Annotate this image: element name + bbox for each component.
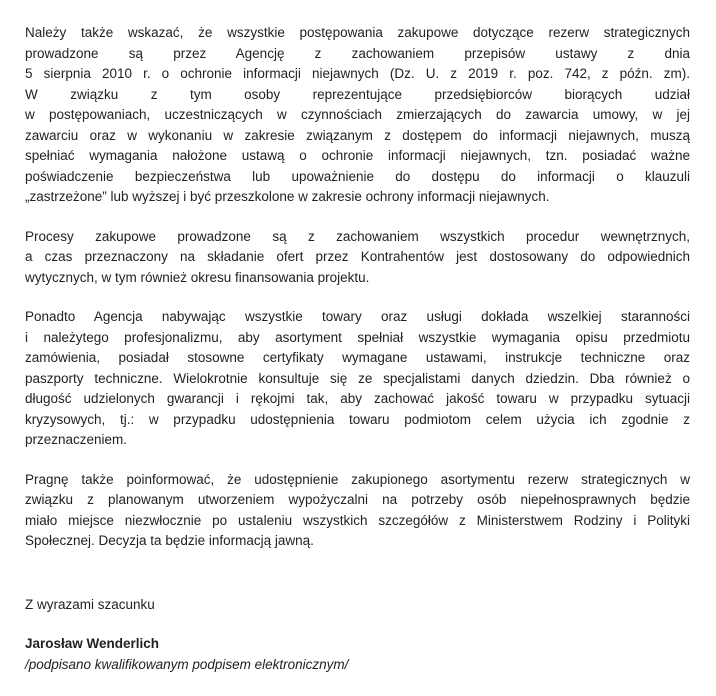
- text-line: spełniać wymagania nałożone ustawą o ochronie informacji niejawnych, tzn. posiadać ważne: [25, 148, 690, 163]
- text-line: a czas przeznaczony na składanie ofert przez Kontrahentów jest dostosowany do odpowiednich: [25, 249, 690, 264]
- text-line: przeznaczeniem.: [25, 432, 128, 447]
- text-line: długość udzielonych gwarancji i rękojmi tak, aby zachować jakość towaru w przypadku sytuacji: [25, 391, 690, 406]
- closing-salutation: Z wyrazami szacunku: [25, 596, 155, 612]
- text-line: i należytego profesjonalizmu, aby asortyment spełniał wszystkie wymagania opisu przedmiotu: [25, 329, 690, 345]
- signature-note: /podpisano kwalifikowanym podpisem elektronicznym/: [25, 656, 349, 672]
- text-line: Pragnę także poinformować, że udostępnienie zakupionego asortymentu rezerw strategicznych w: [25, 471, 690, 487]
- text-line: w postępowaniach, uczestniczących w czynnościach zmierzających do zawarcia umowy, w jej: [25, 107, 690, 122]
- text-line: prowadzone są przez Agencję z zachowaniem przepisów ustawy z dnia: [25, 45, 690, 61]
- text-line: kryzysowych, tj.: w przypadku udostępnienia towaru podmiotom celem użycia ich zgodnie z: [25, 411, 690, 427]
- text-line: Ponadto Agencja nabywając wszystkie towary oraz usługi dokłada wszelkiej staranności: [25, 309, 690, 324]
- document-body: [25, 23, 690, 552]
- signature-block: [25, 634, 690, 675]
- text-line: paszporty techniczne. Wielokrotnie konsultuje się ze specjalistami danych dziedzin. Dba również o: [25, 370, 690, 386]
- paragraph: [25, 227, 690, 289]
- text-line: zawarciu oraz w wykonaniu w zakresie związanym z dostępem do informacji niejawnych, muszą: [25, 127, 690, 143]
- text-line: Społecznej. Decyzja ta będzie informacją jawną.: [25, 533, 314, 548]
- text-line: zamówienia, posiadał stosowne certyfikaty wymagane ustawami, instrukcje techniczne oraz: [25, 350, 690, 365]
- text-line: poświadczenie bezpieczeństwa lub upoważnienie do dostępu do informacji o klauzuli: [25, 168, 690, 184]
- text-line: Należy także wskazać, że wszystkie postępowania zakupowe dotyczące rezerw strategicznych: [25, 25, 690, 40]
- paragraph: [25, 470, 690, 552]
- text-line: wytycznych, w tym również okresu finansowania projektu.: [25, 269, 370, 285]
- text-line: „zastrzeżone” lub wyższej i być przeszkolone w zakresie ochrony informacji niejawnych.: [25, 189, 550, 204]
- paragraph: [25, 307, 690, 451]
- text-line: W związku z tym osoby reprezentujące przedsiębiorców biorących udział: [25, 86, 690, 102]
- text-line: Procesy zakupowe prowadzone są z zachowaniem wszystkich procedur wewnętrznych,: [25, 228, 690, 244]
- text-line: związku z planowanym utworzeniem wypożyczalni na potrzeby osób niepełnosprawnych będzie: [25, 492, 690, 507]
- signature-name: Jarosław Wenderlich: [25, 636, 160, 651]
- text-line: 5 sierpnia 2010 r. o ochronie informacji niejawnych (Dz. U. z 2019 r. poz. 742, z późn. zm).: [25, 66, 690, 81]
- text-line: miało miejsce niezwłocznie po ustaleniu wszystkich szczegółów z Ministerstwem Rodziny i Polityki: [25, 512, 690, 528]
- paragraph: [25, 23, 690, 208]
